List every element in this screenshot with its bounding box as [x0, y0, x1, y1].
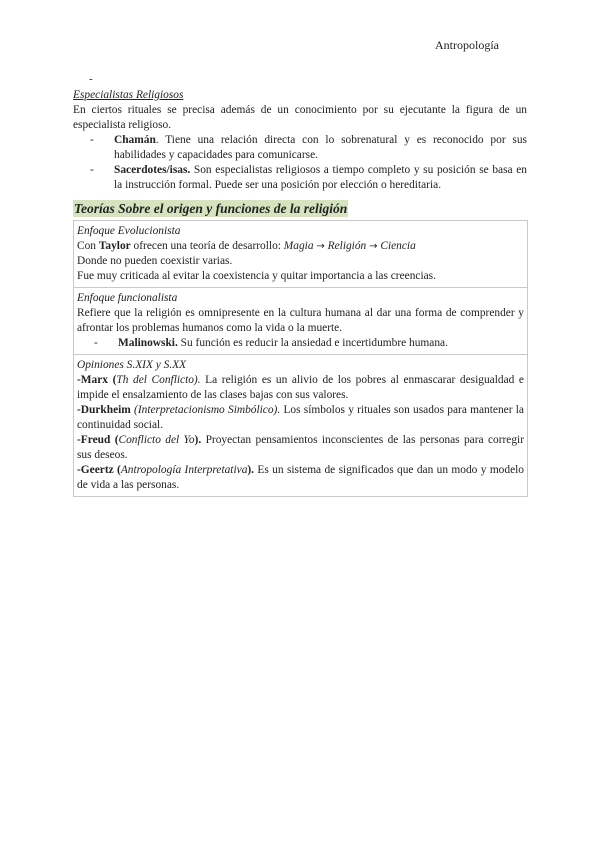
specialists-intro: En ciertos rituales se precisa además de un conocimiento por su ejecutante la figura de un especialista religioso. [73, 104, 527, 131]
evolutionist-line-2: Donde no pueden coexistir varias. [77, 255, 233, 267]
author-name: -Marx ( [77, 374, 117, 386]
work-title: (Interpretacionismo Simbólico). [130, 404, 281, 416]
term: Sacerdotes/isas. [114, 164, 191, 176]
sequence-item: Religión [327, 240, 367, 252]
opinions-cell [74, 354, 527, 496]
opinion-freud [77, 433, 524, 463]
list-item [94, 336, 524, 351]
functionalist-text: Refiere que la religión es omnipresente en la cultura humana al dar una forma de comprender y afrontar los problemas humanos como la vida o la muerte. [77, 307, 524, 334]
specialists-heading: Especialistas Religiosos [73, 89, 184, 101]
text: Con [77, 240, 99, 252]
arrow-right-icon: → [316, 241, 325, 252]
stray-dash: - [89, 73, 93, 85]
list-item [90, 163, 527, 193]
text: La religión es un alivio de los pobres al enmascarar desigualdad e impide el ensalzamiento de las clases bajas con sus valores. [77, 374, 524, 401]
text: Proyectan pensamientos inconscientes de las personas para corregir sus deseos. [77, 434, 524, 461]
bullet-dash: - [90, 134, 94, 146]
author-name: Malinowski. [118, 337, 178, 349]
work-title: Th del Conflicto). [116, 374, 201, 386]
bullet-dash: - [94, 337, 98, 349]
author-name: -Freud ( [77, 434, 119, 446]
opinions-title: Opiniones S.XIX y S.XX [77, 359, 187, 371]
list-item-text [114, 163, 527, 193]
bullet-dash: - [90, 164, 94, 176]
definition: . Tiene una relación directa con lo sobrenatural y es reconocido por sus habilidades y capacidades para comunicarse. [114, 134, 527, 161]
theories-heading-wrap [73, 200, 527, 218]
text: ofrecen una teoría de desarrollo: [130, 240, 284, 252]
text: Los símbolos y rituales son usados para mantener la continuidad social. [77, 404, 524, 431]
definition: Son especialistas religiosos a tiempo completo y su posición se basa en la instrucción formal. Puede ser una posición por elección o hereditaria. [114, 164, 527, 191]
evolutionist-line-3: Fue muy criticada al evitar la coexistencia y quitar importancia a las creencias. [77, 270, 436, 282]
work-title: Conflicto del Yo [118, 434, 195, 446]
list-item-text [114, 133, 527, 163]
opinion-durkheim [77, 403, 524, 433]
list-item-text [118, 336, 524, 351]
author-name: Taylor [98, 240, 131, 252]
evolutionist-line-1 [77, 239, 524, 254]
evolutionist-title: Enfoque Evolucionista [77, 225, 181, 237]
functionalist-cell [74, 287, 527, 354]
paren-close: ). [194, 434, 202, 446]
opinion-geertz [77, 463, 524, 493]
evolutionist-cell [74, 221, 527, 287]
work-title: Antropología Interpretativa [120, 464, 248, 476]
opinion-marx [77, 373, 524, 403]
page-header: Antropología [435, 38, 499, 52]
functionalist-title: Enfoque funcionalista [77, 292, 178, 304]
text: Su función es reducir la ansiedad e incertidumbre humana. [177, 337, 448, 349]
arrow-right-icon: → [369, 241, 378, 252]
list-item [90, 133, 527, 163]
specialists-section [73, 88, 527, 193]
theories-table [73, 220, 528, 497]
term: Chamán [114, 134, 156, 146]
text: Es un sistema de significados que dan un modo y modelo de vida a las personas. [77, 464, 524, 491]
sequence-item: Magia [283, 240, 314, 252]
author-name: -Geertz ( [77, 464, 121, 476]
theories-heading: Teorías Sobre el origen y funciones de la religión [74, 201, 348, 216]
sequence-item: Ciencia [380, 240, 416, 252]
paren-close: ). [247, 464, 255, 476]
author-name: -Durkheim [77, 404, 131, 416]
